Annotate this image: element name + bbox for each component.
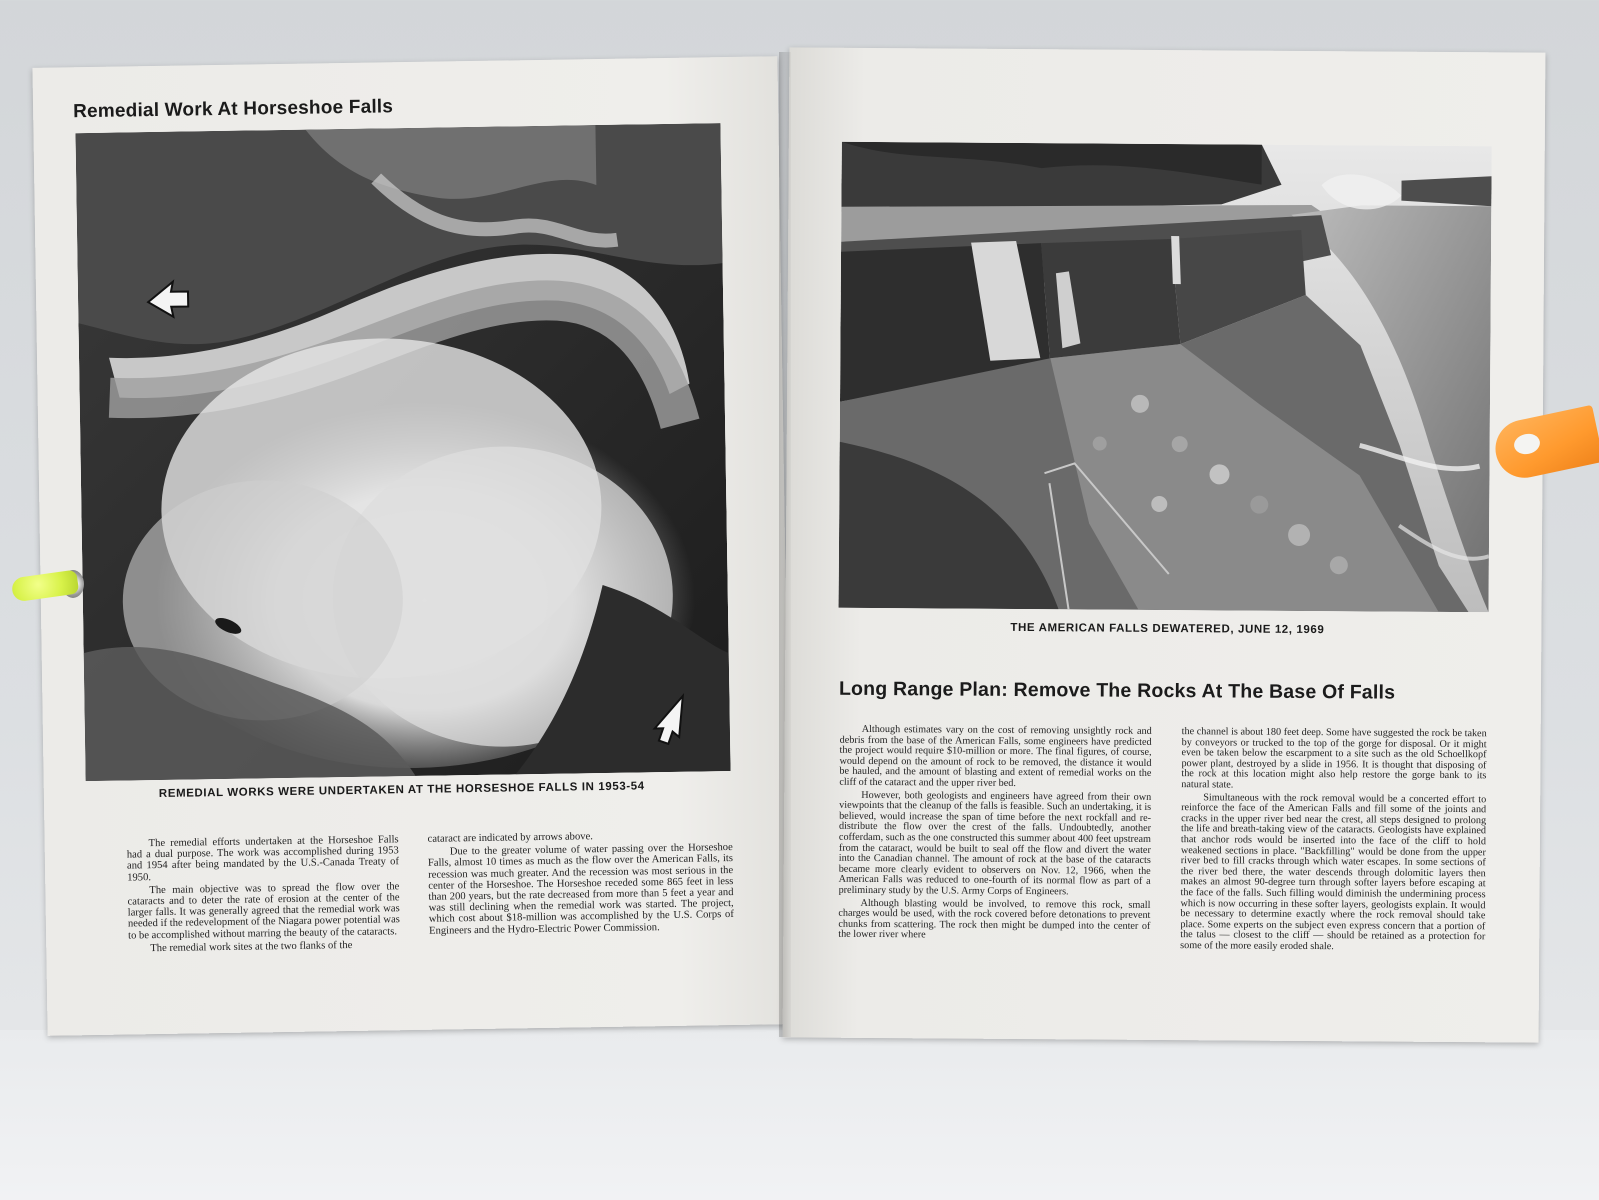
paragraph: cataract are indicated by arrows above. — [427, 831, 593, 845]
horseshoe-falls-photo — [75, 123, 730, 781]
left-column-1 — [127, 834, 401, 954]
left-column-2 — [428, 829, 735, 937]
right-photo-caption: THE AMERICAN FALLS DEWATERED, JUNE 12, 1969 — [1010, 621, 1325, 637]
paragraph: The main objective was to spread the flow over the cataracts and to deter the rate of erosion at the center of the larger falls. It was generally agreed that the remedial work was needed if the redevelopment of the Niagara power potential was to be accomplished without marring the beauty of the cataracts. — [127, 881, 400, 942]
paragraph: the channel is about 180 feet deep. Some have suggested the rock be taken by conveyors or trucked to the top of the gorge for disposal. Or it might even be taken below the escarpment to a site such as the old Schoellkopf power plant, destroyed by a slide in 1956. It is thought that disposing of the rock at this location might also help restore the gorge bank to its natural state. — [1181, 726, 1487, 791]
paragraph: Due to the greater volume of water passing over the Horseshoe Falls, almost 10 times as much as the flow over the American Falls, its recession was much greater. And the recession was most serious in the center of the Horseshoe. The Horseshoe receded some 865 feet in less than 200 years, but the rate decreased from more than 5 feet a year and was still declining when the remedial work was started. The project, which cost about $18-million was accomplished by the U.S. Corps of Engineers and the Hydro-Electric Power Commission. — [427, 842, 734, 937]
left-page — [32, 56, 792, 1036]
horseshoe-falls-image — [75, 123, 730, 781]
paragraph: Although estimates vary on the cost of removing unsightly rock and debris from the base of the American Falls, some engineers have predicted the project would require $10-million or more. The final figures, of course, would depend on the amount of rock to be removed, the distance it would be hauled, and the amount of blasting and extent of remedial works on the cliff of the cataract and the upper river bed. — [839, 723, 1152, 789]
american-falls-photo — [839, 142, 1492, 613]
paragraph: The remedial work sites at the two flanks of the — [150, 939, 353, 954]
left-photo-caption: REMEDIAL WORKS WERE UNDERTAKEN AT THE HORSESHOE FALLS IN 1953-54 — [158, 780, 645, 801]
table-surface — [0, 1030, 1599, 1200]
paragraph: Although blasting would be involved, to remove this rock, small charges would be used, with the rock covered before detonations to prevent chunks from scattering. The rock then might be dumped into the center of the lower river where — [838, 897, 1151, 941]
right-page — [783, 47, 1546, 1042]
paragraph: The remedial efforts undertaken at the Horseshoe Falls had a dual purpose. The work was accomplished during 1953 and 1954 after being mandated by the U.S.-Canada Treaty of 1950. — [126, 834, 400, 884]
right-page-title: Long Range Plan: Remove The Rocks At The Base Of Falls — [838, 677, 1396, 704]
right-column-2 — [1180, 727, 1487, 954]
right-column-1 — [838, 725, 1151, 943]
book-spine — [779, 52, 791, 1037]
paragraph: However, both geologists and engineers have agreed from their own viewpoints that the cleanup of the falls is feasible. Such an undertaking, it is believed, would increase the span of time before the next rockfall and re-distribute the flow over the crest of the falls. Undoubtedly, another cofferdam, such as the one constructed this summer about 400 feet upstream from the cataract, would be built to seal off the flow and divert the water into the Canadian channel. The amount of rock at the base of the cataracts became more clearly evident to observers on Nov. 12, 1966, when the American Falls was reduced to one-fourth of its normal flow as part of a preliminary study by the U.S. Army Corps of Engineers. — [838, 789, 1152, 898]
left-page-title: Remedial Work At Horseshoe Falls — [72, 96, 394, 123]
american-falls-image — [839, 142, 1492, 613]
paragraph: Simultaneous with the rock removal would be a concerted effort to reinforce the face of the American Falls and fill some of the joints and cracks in the upper river bed near the crest, all steps designed to prolong the life and breath-taking view of the cataracts. Geologists have explained that anchor rods would be inserted into the face of the cliff to hold weakened sections in place. "Backfilling" would be done from the upper river bed to fill cracks through which water escapes. In some sections of the river bed there, the water descends through dolomitic layers then makes an almost 90-degree turn through softer layers before escaping at the face of the falls. Such filling would diminish the undermining process which is now occurring in these softer layers, geologists explain. It would be necessary to determine exactly where the rock removal should take place. Some experts on the subject even express concern that a portion of the talus — closest to the cliff — should be retained as a protection for some of the more easily eroded shale. — [1180, 791, 1487, 953]
